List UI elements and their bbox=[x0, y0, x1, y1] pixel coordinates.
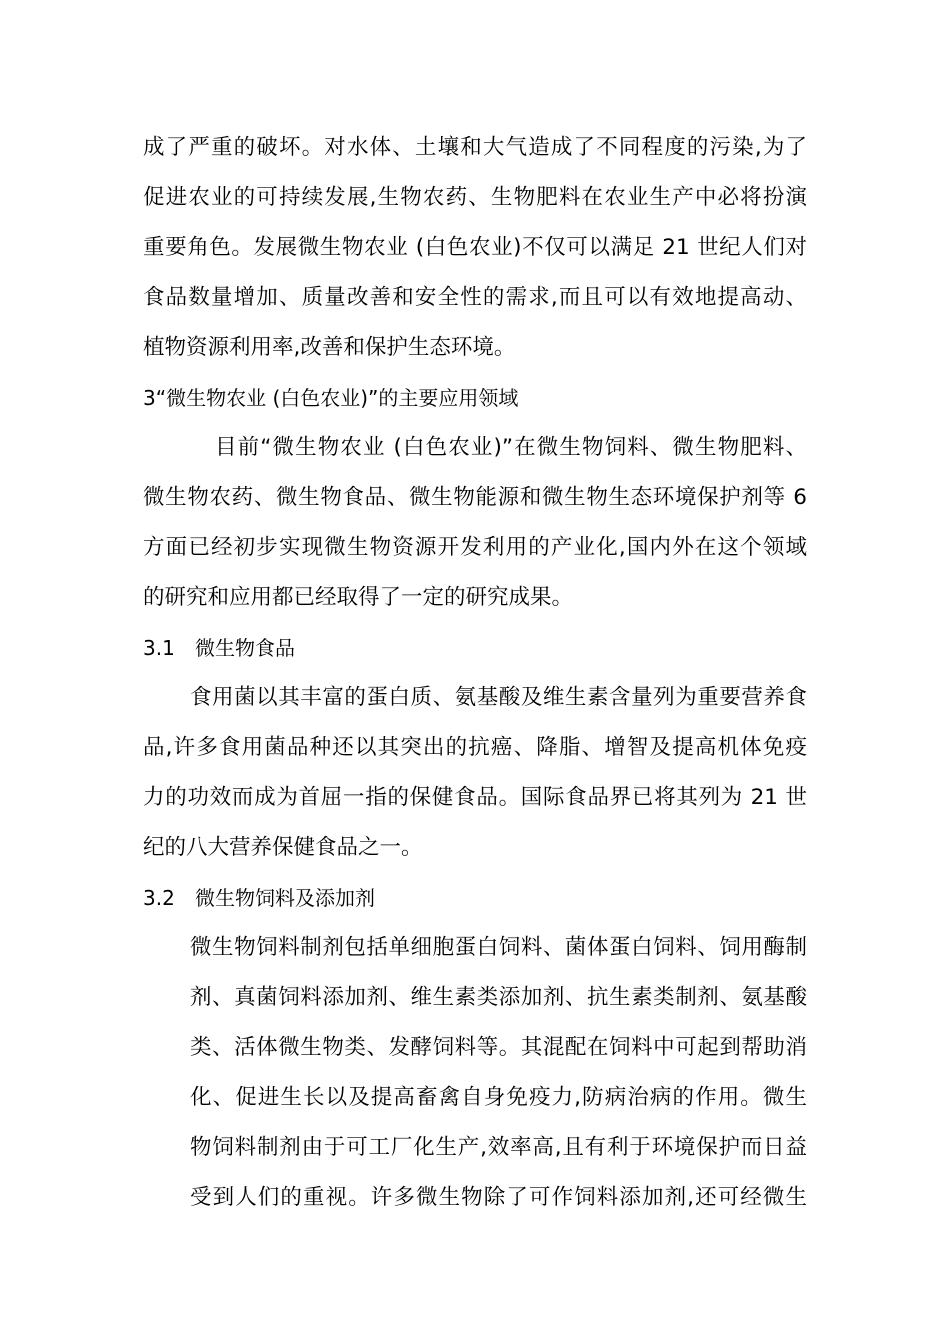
subsection-heading bbox=[143, 878, 807, 918]
subsection-number: 3.2 bbox=[143, 886, 175, 910]
paragraph-line: 微生物农药、微生物食品、微生物能源和微生物生态环境保护剂等 6 bbox=[143, 485, 807, 510]
paragraph-line: 剂、真菌饲料添加剂、维生素类添加剂、抗生素类制剂、氨基酸 bbox=[190, 985, 807, 1010]
paragraph-line: 力的功效而成为首屈一指的保健食品。国际食品界已将其列为 21 世 bbox=[143, 785, 807, 810]
subsection-number: 3.1 bbox=[143, 636, 175, 660]
paragraph-line: 促进农业的可持续发展,生物农药、生物肥料在农业生产中必将扮演 bbox=[143, 185, 807, 210]
subsection-title: 微生物饲料及添加剂 bbox=[195, 886, 375, 910]
section-heading: 3“微生物农业 (白色农业)”的主要应用领域 bbox=[143, 386, 519, 410]
paragraph-line: 品,许多食用菌品种还以其突出的抗癌、降脂、增智及提高机体免疫 bbox=[143, 735, 807, 760]
paragraph-line: 植物资源利用率,改善和保护生态环境。 bbox=[143, 335, 516, 360]
paragraph-line: 类、活体微生物类、发酵饲料等。其混配在饲料中可起到帮助消 bbox=[190, 1035, 807, 1060]
paragraph-line: 食品数量增加、质量改善和安全性的需求,而且可以有效地提高动、 bbox=[143, 285, 807, 310]
paragraph-line: 化、促进生长以及提高畜禽自身免疫力,防病治病的作用。微生 bbox=[190, 1085, 807, 1110]
paragraph-line: 受到人们的重视。许多微生物除了可作饲料添加剂,还可经微生 bbox=[190, 1185, 807, 1210]
paragraph-line: 重要角色。发展微生物农业 (白色农业)不仅可以满足 21 世纪人们对 bbox=[143, 235, 807, 260]
paragraph-line: 食用菌以其丰富的蛋白质、氨基酸及维生素含量列为重要营养食 bbox=[190, 685, 807, 710]
paragraph-line: 目前“微生物农业 (白色农业)”在微生物饲料、微生物肥料、 bbox=[215, 435, 807, 460]
subsection-heading bbox=[143, 628, 807, 668]
paragraph-line: 纪的八大营养保健食品之一。 bbox=[143, 835, 423, 860]
paragraph-line: 方面已经初步实现微生物资源开发利用的产业化,国内外在这个领域 bbox=[143, 535, 807, 560]
paragraph-line: 成了严重的破坏。对水体、土壤和大气造成了不同程度的污染,为了 bbox=[143, 135, 807, 160]
paragraph-line: 微生物饲料制剂包括单细胞蛋白饲料、菌体蛋白饲料、饲用酶制 bbox=[190, 935, 807, 960]
paragraph-line: 物饲料制剂由于可工厂化生产,效率高,且有利于环境保护而日益 bbox=[190, 1135, 807, 1160]
subsection-title: 微生物食品 bbox=[195, 636, 295, 660]
paragraph-line: 的研究和应用都已经取得了一定的研究成果。 bbox=[143, 585, 574, 610]
